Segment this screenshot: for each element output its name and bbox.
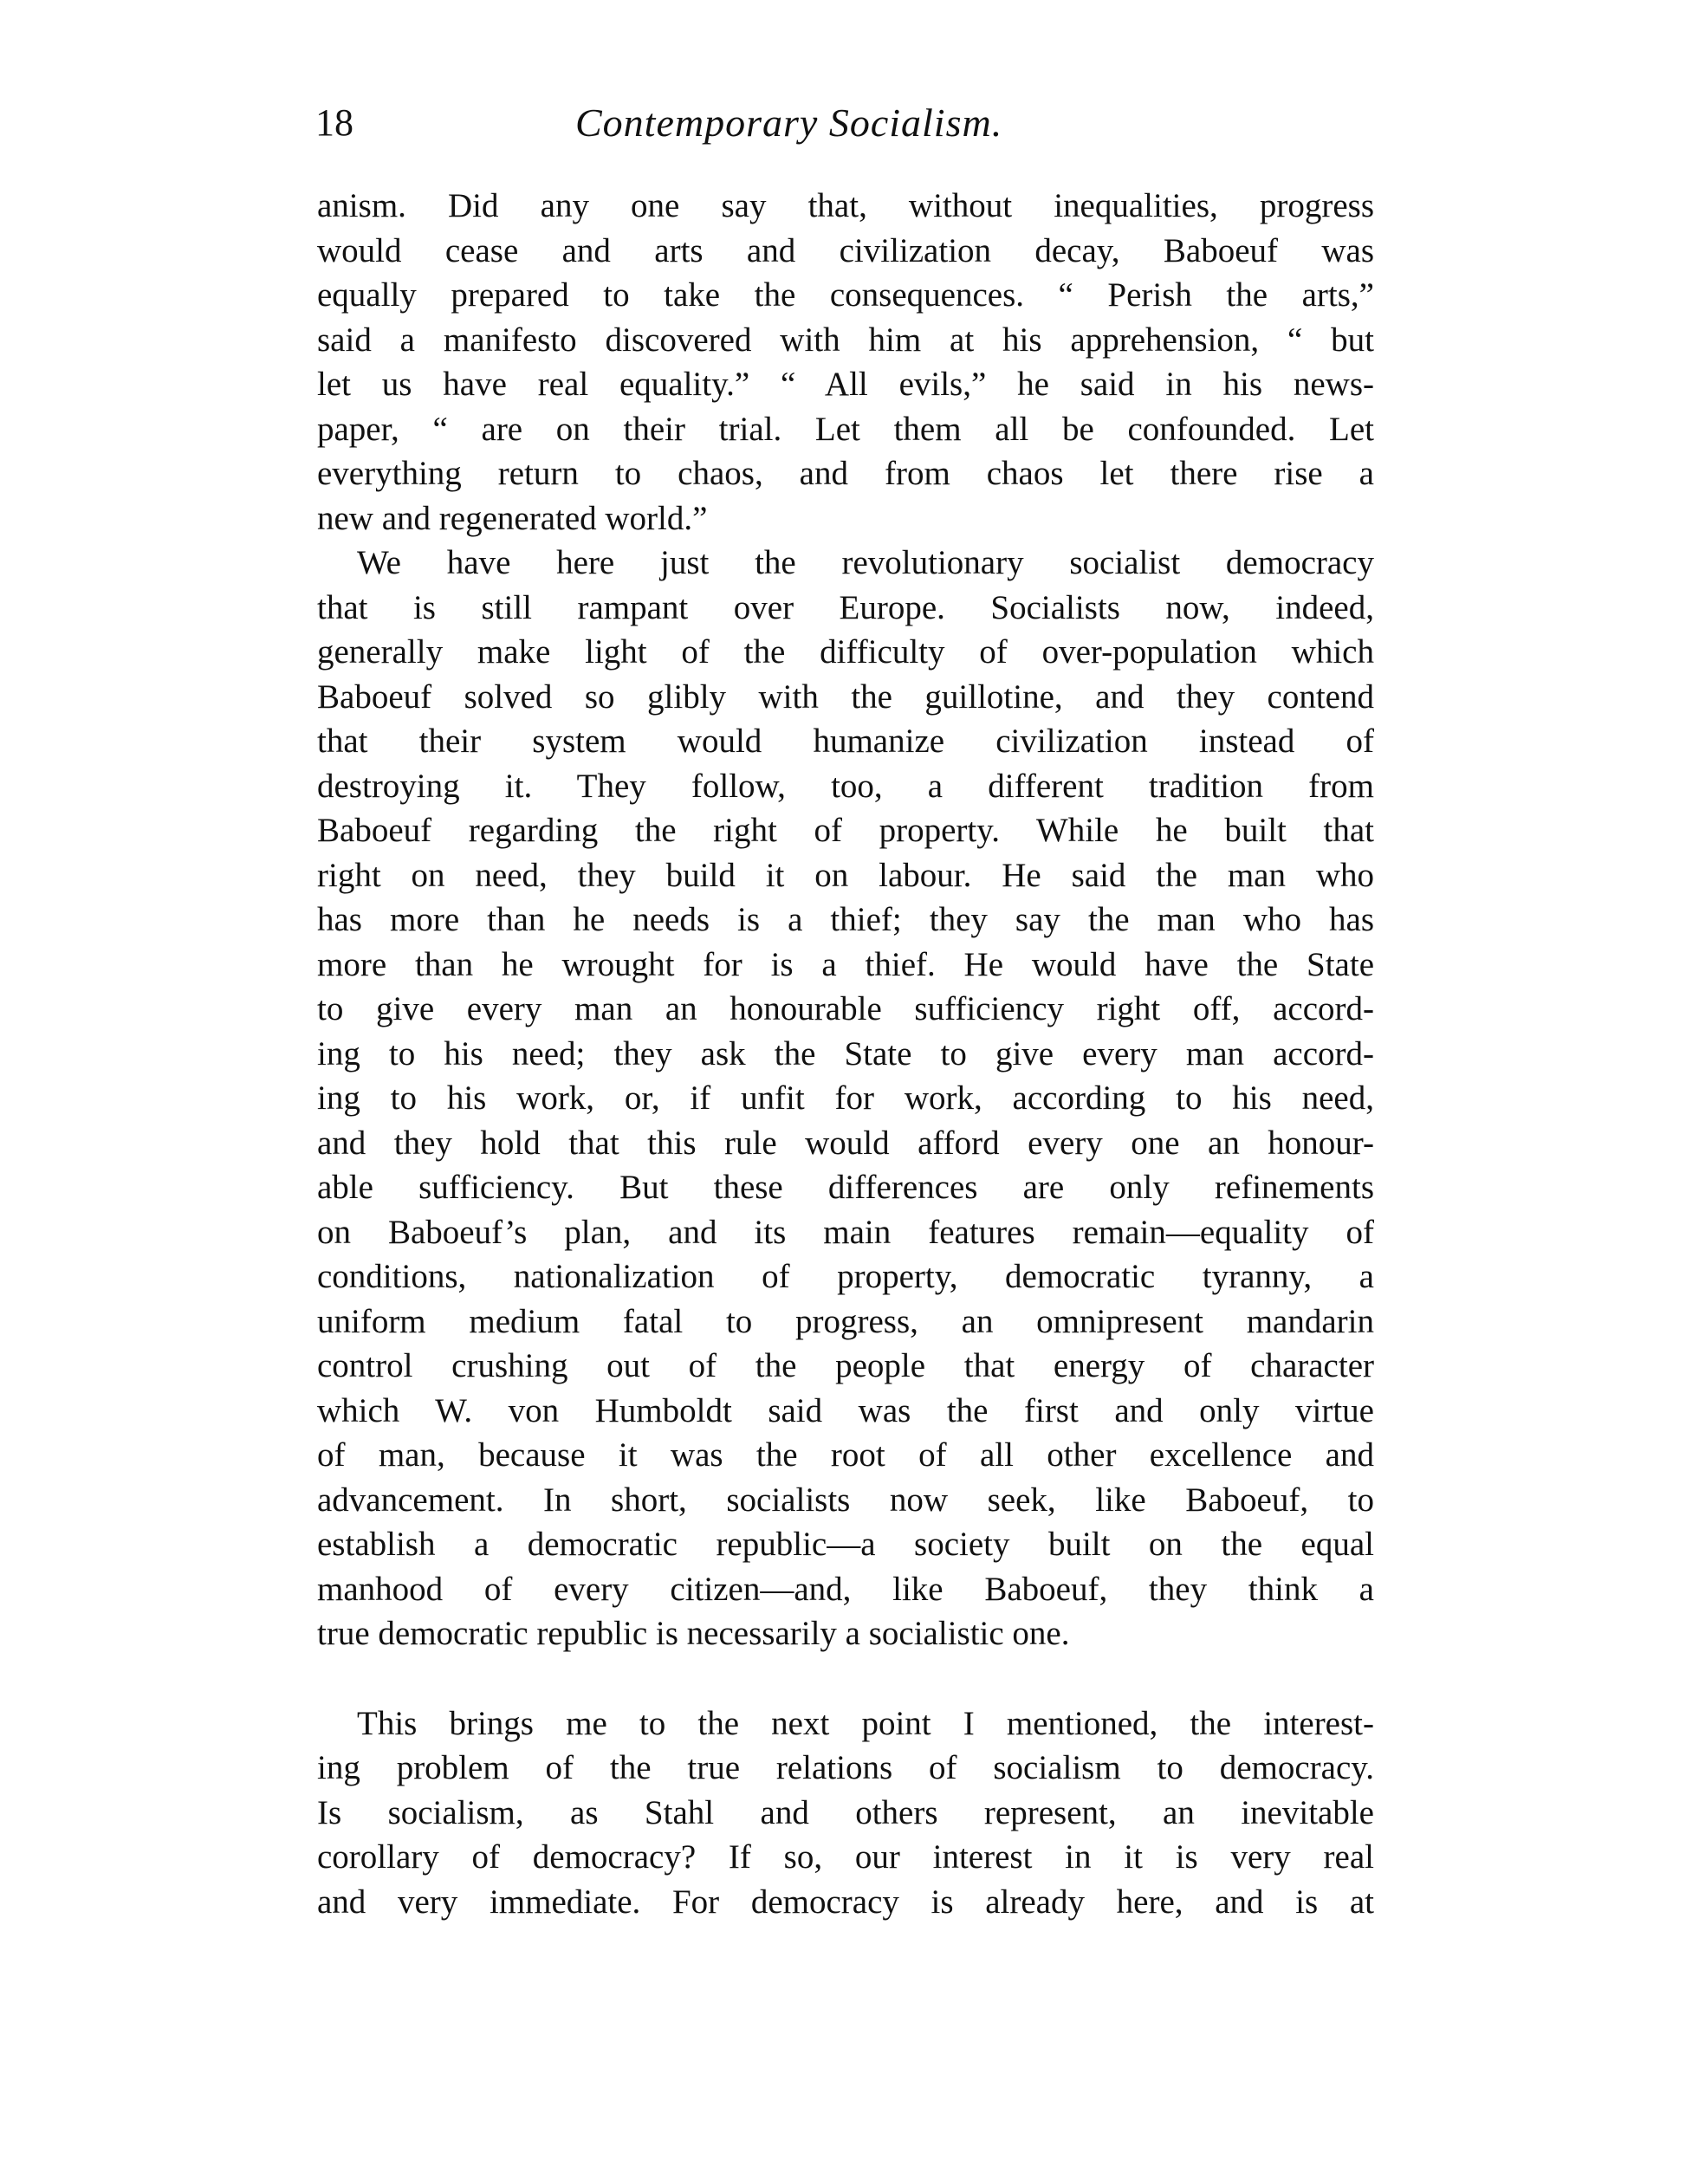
running-title: Contemporary Socialism. [575,100,1003,145]
text-line: destroying it. They follow, too, a different tradition from [317,767,1374,805]
text-line: and very immediate. For democracy is already here, and is at [317,1883,1374,1921]
text-line: generally make light of the difficulty of over-population which [317,633,1374,671]
paragraph-3 [317,1701,1374,1925]
text-line: able sufficiency. But these differences are only refinements [317,1169,1374,1206]
text-line: Is socialism, as Stahl and others represent, an inevitable [317,1793,1374,1831]
paragraph-1 [317,184,1374,541]
text-line: establish a democratic republic—a society built on the equal [317,1526,1374,1563]
text-line: which W. von Humboldt said was the first and only virtue [317,1391,1374,1429]
text-line: conditions, nationalization of property, democratic tyranny, a [317,1258,1374,1295]
text-line: ing to his need; they ask the State to give every man accord- [317,1034,1374,1073]
text-line: ing to his work, or, if unfit for work, according to his need, [317,1079,1374,1117]
text-line: ing problem of the true relations of socialism to democracy. [317,1749,1374,1786]
text-line: equally prepared to take the consequences. “ Perish the arts,” [317,276,1374,314]
text-line: paper, “ are on their trial. Let them all be confounded. Let [317,410,1374,448]
text-line: Baboeuf solved so glibly with the guillotine, and they contend [317,677,1374,716]
text-line: more than he wrought for is a thief. He would have the State [317,945,1374,983]
text-line: We have here just the revolutionary socialist democracy [357,544,1374,581]
text-line: right on need, they build it on labour. He said the man who [317,856,1374,894]
body-text [317,184,1374,1924]
text-line: anism. Did any one say that, without inequalities, progress [317,187,1374,224]
page-header [315,97,1372,158]
text-line: everything return to chaos, and from chaos let there rise a [317,455,1374,492]
page-number: 18 [315,101,353,144]
text-line: of man, because it was the root of all other excellence and [317,1436,1374,1474]
text-line: new and regenerated world.” [317,499,708,537]
text-line: said a manifesto discovered with him at his apprehension, “ but [317,321,1374,359]
text-line: This brings me to the next point I mentioned, the interest- [357,1704,1374,1742]
text-line: Baboeuf regarding the right of property. While he built that [317,812,1374,849]
text-line: on Baboeuf’s plan, and its main features remain—equality of [317,1213,1374,1251]
text-line: would cease and arts and civilization decay, Baboeuf was [317,231,1374,269]
text-line: manhood of every citizen—and, like Baboeuf, they think a [317,1570,1374,1608]
text-line: has more than he needs is a thief; they say the man who has [317,901,1374,938]
paragraph-2 [317,541,1374,1656]
text-line: to give every man an honourable sufficiency right off, accord- [317,990,1374,1027]
text-line: uniform medium fatal to progress, an omnipresent mandarin [317,1302,1374,1340]
text-line: that is still rampant over Europe. Socialists now, indeed, [317,588,1374,626]
text-line: true democratic republic is necessarily a socialistic one. [317,1615,1070,1652]
text-line: and they hold that this rule would afford every one an honour- [317,1124,1374,1162]
text-line: that their system would humanize civilization instead of [317,723,1374,760]
text-line: advancement. In short, socialists now seek, like Baboeuf, to [317,1481,1374,1519]
text-line: control crushing out of the people that energy of character [317,1347,1374,1384]
text-line: let us have real equality.” “ All evils,” he said in his news- [317,366,1374,403]
section-break [317,1656,1374,1701]
text-line: corollary of democracy? If so, our interest in it is very real [317,1838,1374,1876]
